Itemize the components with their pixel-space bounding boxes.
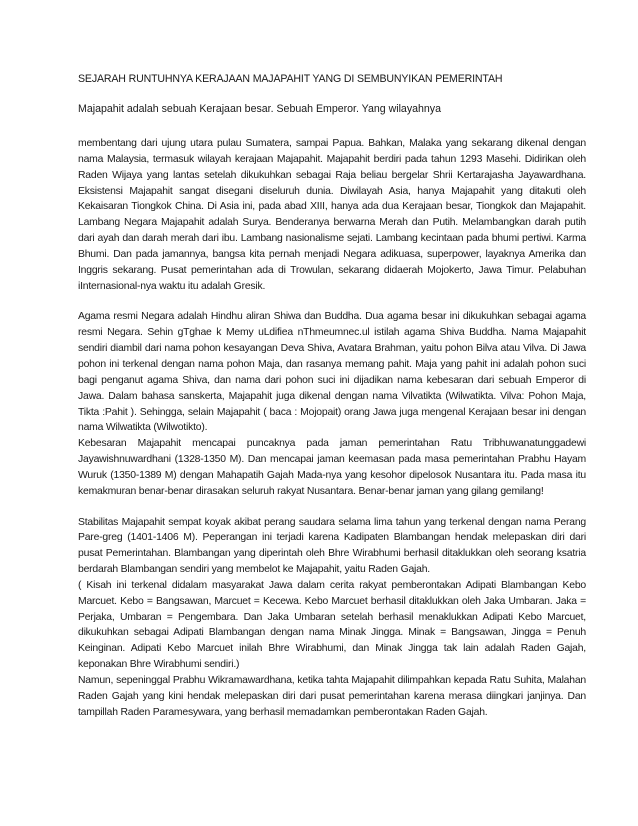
paragraph-1: membentang dari ujung utara pulau Sumatera, sampai Papua. Bahkan, Malaka yang sekarang dikenal dengan nama Malaysia, termasuk wilayah kerajaan Majapahit. Majapahit berdiri pada tahun 1293 Masehi. Didirikan oleh Raden Wijaya yang lantas setelah dikukuhkan sebagai Raja beliau bergelar Shrii Kertarajasha Jayawardhana. Eksistensi Majapahit sangat disegani diseluruh dunia. Diwilayah Asia, hanya Majapahit yang ditakuti oleh Kekaisaran Tiongkok China. Di Asia ini, pada abad XIII, hanya ada dua Kerajaan besar, Tiongkok dan Majapahit. Lambang Negara Majapahit adalah Surya. Benderanya berwarna Merah dan Putih. Melambangkan darah putih dari ayah dan darah merah dari ibu. Lambang nasionalisme sejati. Lambang kecintaan pada bhumi pertiwi. Karma Bhumi. Dan pada jamannya, bangsa kita pernah menjadi Negara adikuasa, superpower, layaknya Amerika dan Inggris sekarang. Pusat pemerintahan ada di Trowulan, sekarang didaerah Mojokerto, Jawa Timur. Pelabuhan iInternasional-nya waktu itu adalah Gresik. [78, 138, 586, 292]
paragraph-5: ( Kisah ini terkenal didalam masyarakat Jawa dalam cerita rakyat pemberontakan Adipati Blambangan Kebo Marcuet. Kebo = Bangsawan, Marcuet = Kecewa. Kebo Marcuet berhasil ditaklukkan oleh Jaka Umbaran. Jaka = Perjaka, Umbaran = Pengembara. Dan Jaka Umbaran setelah berhasil menaklukkan Adipati Kebo Marcuet, dikukuhkan sebagai Adipati Blambangan dengan nama Minak Jingga. Minak = Bangsawan, Jingga = Penuh Keinginan. Adipati Kebo Marcuet inilah Bhre Wirabhumi, dan Minak Jingga tak lain adalah Raden Gajah, keponakan Bhre Wirabhumi sendiri.) [78, 579, 586, 671]
paragraph-gap [78, 500, 586, 515]
paragraph-6: Namun, sepeninggal Prabhu Wikramawardhana, ketika tahta Majapahit dilimpahkan kepada Ratu Suhita, Malahan Raden Gajah yang kini hendak melepaskan diri dari pusat pemerintahan karena merasa diingkari janjinya. Dan tampillah Raden Paramesywara, yang berhasil memadamkan pemberontakan Raden Gajah. [78, 675, 586, 718]
document-title: SEJARAH RUNTUHNYA KERAJAAN MAJAPAHIT YANG DI SEMBUNYIKAN PEMERINTAH [78, 73, 503, 85]
document-body [78, 136, 586, 721]
paragraph-gap [78, 294, 586, 309]
intro-line: Majapahit adalah sebuah Kerajaan besar. Sebuah Emperor. Yang wilayahnya [78, 103, 441, 115]
paragraph-4: Stabilitas Majapahit sempat koyak akibat perang saudara selama lima tahun yang terkenal dengan nama Perang Pare-greg (1401-1406 M). Peperangan ini terjadi karena Kadipaten Blambangan hendak melepaskan diri dari pusat Pemerintahan. Blambangan yang diperintah oleh Bhre Wirabhumi berhasil ditaklukkan oleh seorang ksatria berdarah Blambangan sendiri yang membelot ke Majapahit, yaitu Raden Gajah. [78, 516, 586, 576]
paragraph-2: Agama resmi Negara adalah Hindhu aliran Shiwa dan Buddha. Dua agama besar ini dikukuhkan sebagai agama resmi Negara. Sehin gTghae k Memy uLdifiea nThmeumnec.ul istilah agama Shiva Buddha. Nama Majapahit sendiri diambil dari nama pohon kesayangan Deva Shiva, Avatara Brahman, yaitu pohon Bilva atau Vilva. Di Jawa pohon ini terkenal dengan nama pohon Maja, dan rasanya memang pahit. Maja yang pahit ini adalah pohon suci bagi penganut agama Shiva, dan nama dari pohon suci ini dijadikan nama kebesaran dari sebuah Emperor di Jawa. Dalam bahasa sanskerta, Majapahit juga dikenal dengan nama Vilvatikta (Wilwatikta. Vilva: Pohon Maja, Tikta :Pahit ). Sehingga, selain Majapahit ( baca : Mojopait) orang Jawa juga mengenal Kerajaan besar ini dengan nama Wilwatikta (Wilwotikto). [78, 311, 586, 434]
paragraph-3: Kebesaran Majapahit mencapai puncaknya pada jaman pemerintahan Ratu Tribhuwanatunggadewi Jayawishnuwardhani (1328-1350 M). Dan mencapai jaman keemasan pada masa pemerintahan Prabhu Hayam Wuruk (1350-1389 M) dengan Mahapatih Gajah Mada-nya yang kesohor dipelosok Nusantara itu. Pada masa itu kemakmuran benar-benar dirasakan seluruh rakyat Nusantara. Benar-benar jaman yang gilang gemilang! [78, 438, 586, 497]
